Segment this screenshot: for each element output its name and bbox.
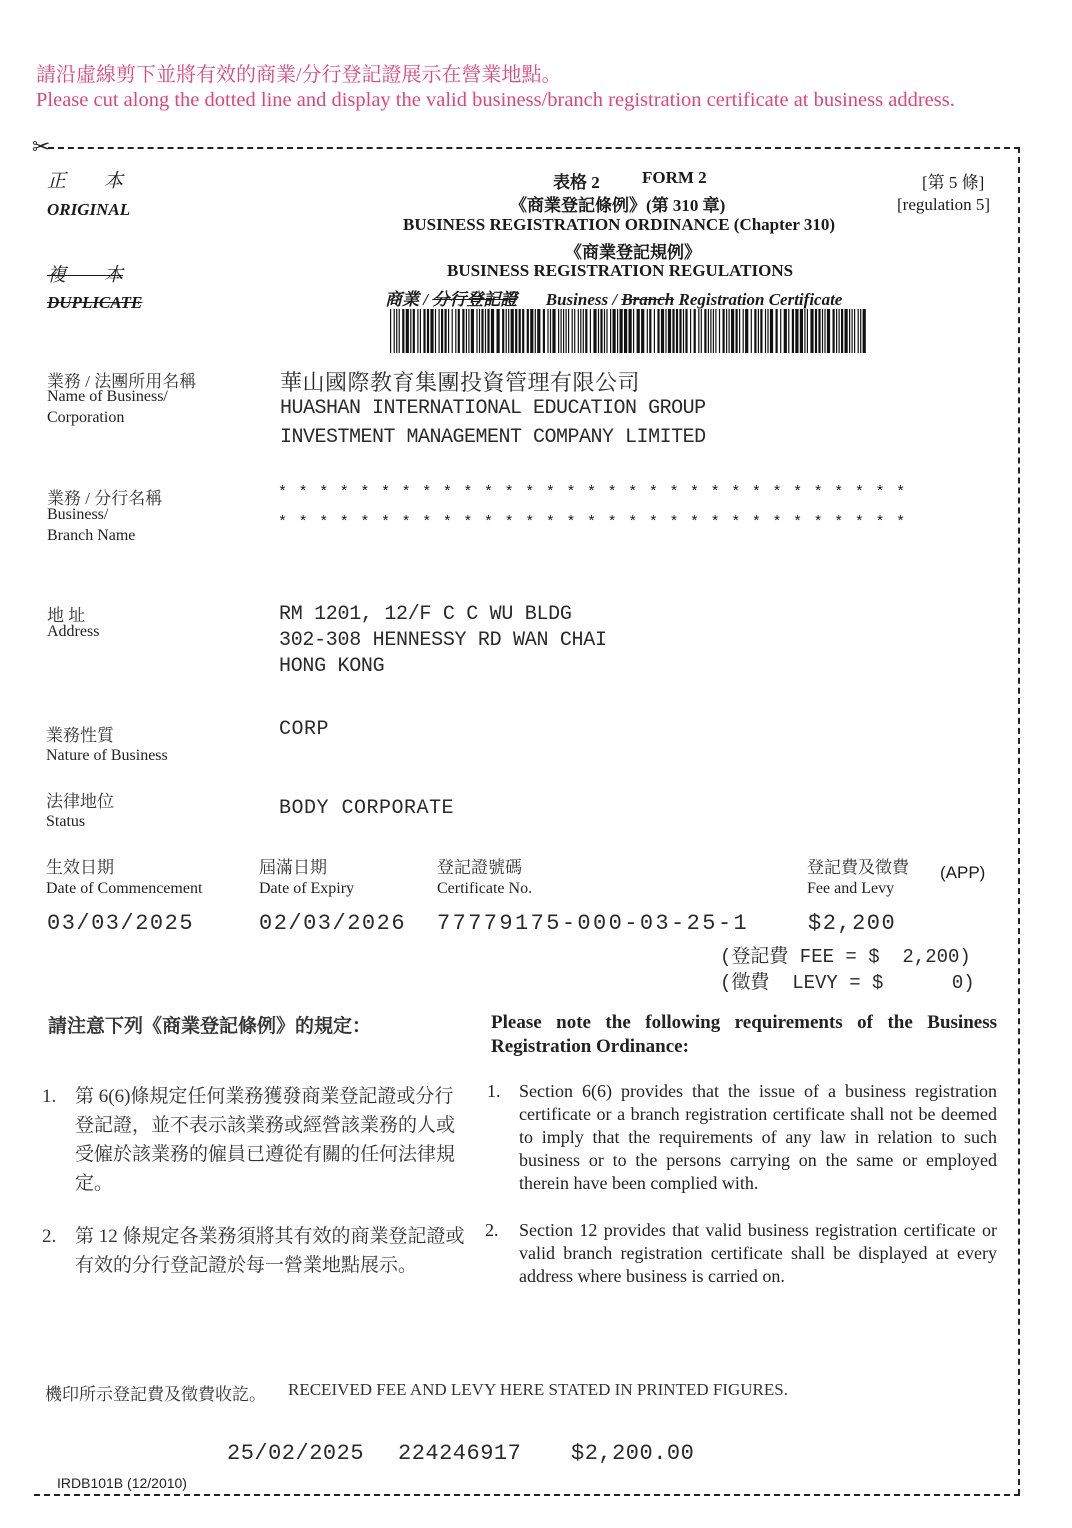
barcode-bar bbox=[649, 309, 651, 353]
barcode-bar bbox=[508, 309, 509, 353]
note-1-number: 1. bbox=[42, 1086, 57, 1107]
form-number-en: FORM 2 bbox=[642, 168, 707, 187]
barcode-bar bbox=[578, 309, 579, 353]
receipt-text-zh: 機印所示登記費及徵費收訖。 bbox=[45, 1385, 266, 1404]
barcode-bar bbox=[511, 309, 514, 353]
barcode-bar bbox=[502, 309, 504, 353]
barcode-bar bbox=[515, 309, 517, 353]
barcode-bar bbox=[776, 309, 778, 353]
duplicate-en: DUPLICATE bbox=[47, 293, 143, 312]
barcode-bar bbox=[841, 309, 843, 353]
barcode-bar bbox=[758, 309, 759, 353]
barcode-bar bbox=[657, 309, 659, 353]
barcode-bar bbox=[561, 309, 562, 353]
expiry-label-en: Date of Expiry bbox=[259, 880, 355, 897]
regulations-zh: 《商業登記規例》 bbox=[565, 243, 701, 262]
barcode-bar bbox=[593, 309, 596, 353]
barcode-bar bbox=[713, 309, 714, 353]
barcode-bar bbox=[849, 309, 850, 353]
form-number-zh: 表格 2 bbox=[553, 173, 600, 192]
ordinance-zh: 《商業登記條例》(第 310 章) bbox=[510, 196, 726, 215]
barcode-bar bbox=[624, 309, 627, 353]
receipt-amount: $2,200.00 bbox=[571, 1441, 695, 1466]
note-1-en: Section 6(6) provides that the issue of a business registration certificate or a branch registration certificate shall not be deemed to imply that the requirements of any law in relation to such business or to the persons carrying on the same or employed therein have been complied with. bbox=[519, 1081, 997, 1193]
barcode-bar bbox=[736, 309, 738, 353]
barcode-bar bbox=[572, 309, 573, 353]
barcode-bar bbox=[647, 309, 648, 353]
barcode-bar bbox=[550, 309, 551, 353]
barcode-bar bbox=[668, 309, 671, 353]
barcode-bar bbox=[506, 309, 507, 353]
barcode-bar bbox=[739, 309, 740, 353]
scissors-icon: ✂ bbox=[32, 134, 51, 159]
barcode-bar bbox=[547, 309, 548, 353]
barcode-bar bbox=[731, 309, 734, 353]
levy-breakdown: (徵費 LEVY = $ 0) bbox=[720, 972, 975, 994]
branch-label-zh: 業務 / 分行名稱 bbox=[47, 489, 163, 508]
barcode-bar bbox=[420, 309, 421, 353]
barcode-bar bbox=[715, 309, 716, 353]
barcode-bar bbox=[413, 309, 415, 353]
barcode-bar bbox=[476, 309, 477, 353]
barcode-bar bbox=[574, 309, 575, 353]
notes-title-zh: 請注意下列《商業登記條例》的規定： bbox=[48, 1016, 372, 1037]
barcode-bar bbox=[751, 309, 752, 353]
barcode-bar bbox=[580, 309, 581, 353]
status-label-zh: 法律地位 bbox=[46, 792, 114, 811]
note-2-en: Section 12 provides that valid business registration certificate or valid branch registration certificate shall be displayed at every address where business is carried on. bbox=[519, 1220, 997, 1286]
commence-label-zh: 生效日期 bbox=[46, 858, 114, 877]
barcode-bar bbox=[818, 309, 820, 353]
barcode-bar bbox=[543, 309, 545, 353]
barcode-bar bbox=[617, 309, 618, 353]
barcode-bar bbox=[558, 309, 559, 353]
note-2-number-en: 2. bbox=[485, 1220, 499, 1240]
fee-breakdown: (登記費 FEE = $ 2,200) bbox=[720, 946, 971, 968]
receipt-number: 224246917 bbox=[398, 1441, 522, 1466]
certno-label-zh: 登記證號碼 bbox=[437, 858, 522, 877]
barcode-bar bbox=[852, 309, 853, 353]
barcode-bar bbox=[458, 309, 460, 353]
duplicate-zh: 複 本 bbox=[47, 265, 124, 286]
barcode-bar bbox=[479, 309, 480, 353]
barcode-bar bbox=[522, 309, 524, 353]
barcode-bar bbox=[487, 309, 489, 353]
barcode-bar bbox=[729, 309, 730, 353]
certno-label-en: Certificate No. bbox=[437, 880, 533, 897]
nature-of-business: CORP bbox=[279, 718, 330, 741]
nature-label-en: Nature of Business bbox=[46, 747, 168, 764]
barcode-bar bbox=[780, 309, 781, 353]
barcode-bar bbox=[824, 309, 825, 353]
fee-label-en: Fee and Levy bbox=[807, 880, 895, 897]
barcode-bar bbox=[519, 309, 521, 353]
barcode-bar bbox=[406, 309, 409, 353]
dotted-cut-line-bottom bbox=[34, 1494, 1020, 1496]
barcode-bar bbox=[535, 309, 536, 353]
barcode-bar bbox=[784, 309, 787, 353]
cert-en-rest: Registration Certificate bbox=[678, 290, 843, 309]
original-zh: 正 本 bbox=[47, 171, 124, 192]
barcode-bar bbox=[455, 309, 456, 353]
barcode-bar bbox=[445, 309, 447, 353]
barcode-bar bbox=[620, 309, 623, 353]
barcode-bar bbox=[845, 309, 848, 353]
barcode-bar bbox=[491, 309, 494, 353]
barcode-bar bbox=[590, 309, 591, 353]
barcode-bar bbox=[641, 309, 644, 353]
barcode-bar bbox=[822, 309, 823, 353]
cut-instruction-en: Please cut along the dotted line and display the valid business/branch registration certificate at business address. bbox=[36, 89, 955, 111]
barcode-bar bbox=[585, 309, 587, 353]
name-label-zh: 業務 / 法團所用名稱 bbox=[47, 372, 197, 391]
barcode-bar bbox=[600, 309, 602, 353]
barcode-bar bbox=[466, 309, 467, 353]
address-line-3: HONG KONG bbox=[279, 655, 385, 678]
barcode-bar bbox=[468, 309, 469, 353]
barcode-bar bbox=[833, 309, 835, 353]
cert-zh-branch: 分行登記證 bbox=[432, 290, 518, 309]
barcode-bar bbox=[485, 309, 486, 353]
barcode-bar bbox=[767, 309, 768, 353]
business-name-en-1: HUASHAN INTERNATIONAL EDUCATION GROUP bbox=[280, 397, 706, 420]
address-label-zh: 地 址 bbox=[47, 606, 86, 625]
barcode-bar bbox=[435, 309, 436, 353]
branch-label-en-2: Branch Name bbox=[47, 527, 136, 544]
barcode-bar bbox=[629, 309, 632, 353]
business-name-en-2: INVESTMENT MANAGEMENT COMPANY LIMITED bbox=[280, 426, 706, 449]
barcode-bar bbox=[481, 309, 483, 353]
barcode-bar bbox=[679, 309, 681, 353]
barcode-bar bbox=[417, 309, 418, 353]
dotted-cut-line-top bbox=[48, 147, 1020, 149]
cert-en-business: Business / bbox=[545, 290, 618, 309]
barcode-bar bbox=[815, 309, 817, 353]
barcode-bar bbox=[530, 309, 533, 353]
nature-label-zh: 業務性質 bbox=[46, 726, 114, 745]
barcode-bar bbox=[827, 309, 830, 353]
legal-status: BODY CORPORATE bbox=[279, 797, 455, 820]
barcode-bar bbox=[765, 309, 766, 353]
fee-label-zh: 登記費及徵費 bbox=[807, 858, 909, 877]
name-label-en-2: Corporation bbox=[47, 409, 125, 426]
status-label-en: Status bbox=[46, 813, 86, 830]
barcode-bar bbox=[800, 309, 803, 353]
barcode-bar bbox=[665, 309, 666, 353]
barcode-bar bbox=[441, 309, 443, 353]
note-2-zh: 第 12 條規定各業務須將其有效的商業登記證或有效的分行登記證於每一營業地點展示。 bbox=[75, 1226, 465, 1276]
barcode-bar bbox=[537, 309, 540, 353]
certificate-number: 77779175-000-03-25-1 bbox=[437, 911, 750, 936]
barcode-bar bbox=[396, 309, 397, 353]
barcode-bar bbox=[583, 309, 584, 353]
barcode-bar bbox=[792, 309, 794, 353]
barcode-bar bbox=[606, 309, 607, 353]
barcode-bar bbox=[462, 309, 464, 353]
barcode-bar bbox=[807, 309, 808, 353]
barcode-bar bbox=[637, 309, 640, 353]
barcode-bar bbox=[527, 309, 529, 353]
barcode-bar bbox=[701, 309, 702, 353]
barcode-bar bbox=[719, 309, 720, 353]
regulation-ref-en: [regulation 5] bbox=[897, 195, 990, 214]
barcode-bar bbox=[795, 309, 798, 353]
branch-name-masked-1: * * * * * * * * * * * * * * * * * * * * * * * * * * * * * * * bbox=[278, 484, 907, 501]
fee-amount: $2,200 bbox=[808, 911, 897, 936]
barcode-bar bbox=[683, 309, 684, 353]
cert-zh-business: 商業 bbox=[385, 290, 419, 309]
barcode-bar bbox=[745, 309, 748, 353]
barcode-bar bbox=[427, 309, 429, 353]
barcode-bar bbox=[858, 309, 859, 353]
barcode-bar bbox=[598, 309, 599, 353]
barcode bbox=[390, 309, 870, 353]
barcode-bar bbox=[676, 309, 678, 353]
barcode-bar bbox=[704, 309, 706, 353]
branch-label-en-1: Business/ bbox=[47, 506, 109, 523]
dotted-cut-line-right bbox=[1018, 147, 1020, 1495]
barcode-bar bbox=[654, 309, 655, 353]
certificate-type-line bbox=[385, 285, 842, 310]
barcode-bar bbox=[566, 309, 567, 353]
barcode-bar bbox=[694, 309, 696, 353]
barcode-bar bbox=[610, 309, 611, 353]
address-line-2: 302-308 HENNESSY RD WAN CHAI bbox=[279, 629, 607, 652]
branch-name-masked-2: * * * * * * * * * * * * * * * * * * * * * * * * * * * * * * * bbox=[278, 514, 907, 531]
barcode-bar bbox=[698, 309, 699, 353]
receipt-date: 25/02/2025 bbox=[227, 1441, 365, 1466]
barcode-bar bbox=[497, 309, 500, 353]
form-code: IRDB101B (12/2010) bbox=[57, 1475, 187, 1491]
name-label-en-1: Name of Business/ bbox=[47, 388, 168, 405]
barcode-bar bbox=[810, 309, 813, 353]
barcode-bar bbox=[410, 309, 411, 353]
fee-app-tag: (APP) bbox=[940, 863, 986, 882]
barcode-bar bbox=[430, 309, 433, 353]
regulations-en: BUSINESS REGISTRATION REGULATIONS bbox=[447, 261, 794, 280]
cut-instruction-zh: 請沿虛線剪下並將有效的商業/分行登記證展示在營業地點。 bbox=[36, 64, 562, 86]
cert-zh-sep: / bbox=[423, 290, 428, 309]
barcode-bar bbox=[394, 309, 395, 353]
barcode-bar bbox=[836, 309, 837, 353]
note-1-number-en: 1. bbox=[487, 1081, 501, 1101]
barcode-bar bbox=[439, 309, 440, 353]
cert-en-branch: Branch bbox=[621, 290, 675, 309]
barcode-bar bbox=[690, 309, 691, 353]
barcode-bar bbox=[723, 309, 725, 353]
commence-date: 03/03/2025 bbox=[47, 911, 195, 936]
barcode-bar bbox=[788, 309, 789, 353]
barcode-bar bbox=[743, 309, 744, 353]
barcode-bar bbox=[448, 309, 449, 353]
commence-label-en: Date of Commencement bbox=[46, 880, 203, 897]
ordinance-en: BUSINESS REGISTRATION ORDINANCE (Chapter 310) bbox=[403, 215, 835, 234]
barcode-bar bbox=[552, 309, 555, 353]
barcode-bar bbox=[839, 309, 840, 353]
regulation-ref-zh: [第 5 條] bbox=[922, 173, 985, 192]
barcode-bar bbox=[563, 309, 564, 353]
barcode-bar bbox=[423, 309, 425, 353]
barcode-bar bbox=[399, 309, 400, 353]
original-en: ORIGINAL bbox=[47, 200, 131, 219]
address-line-1: RM 1201, 12/F C C WU BLDG bbox=[279, 603, 572, 626]
note-2-number: 2. bbox=[42, 1226, 57, 1247]
barcode-bar bbox=[613, 309, 616, 353]
barcode-bar bbox=[568, 309, 569, 353]
barcode-bar bbox=[661, 309, 664, 353]
barcode-bar bbox=[760, 309, 762, 353]
address-label-en: Address bbox=[47, 623, 100, 640]
receipt-text-en: RECEIVED FEE AND LEVY HERE STATED IN PRINTED FIGURES. bbox=[288, 1380, 788, 1399]
barcode-bar bbox=[754, 309, 756, 353]
barcode-bar bbox=[452, 309, 453, 353]
barcode-bar bbox=[633, 309, 634, 353]
barcode-bar bbox=[471, 309, 474, 353]
barcode-bar bbox=[854, 309, 855, 353]
barcode-bar bbox=[604, 309, 605, 353]
barcode-bar bbox=[710, 309, 711, 353]
barcode-bar bbox=[770, 309, 773, 353]
barcode-bar bbox=[672, 309, 674, 353]
barcode-bar bbox=[708, 309, 709, 353]
barcode-bar bbox=[860, 309, 861, 353]
barcode-bar bbox=[863, 309, 866, 353]
note-1-zh: 第 6(6)條規定任何業務獲發商業登記證或分行登記證，並不表示該業務或經營該業務的人或受僱於該業務的僱員已遵從有關的任何法律規定。 bbox=[75, 1086, 456, 1194]
barcode-bar bbox=[726, 309, 727, 353]
expiry-date: 02/03/2026 bbox=[259, 911, 407, 936]
notes-title-en: Please note the following requirements of the Business Registration Ordinance: bbox=[491, 1012, 997, 1057]
expiry-label-zh: 屆滿日期 bbox=[259, 858, 327, 877]
barcode-bar bbox=[804, 309, 805, 353]
barcode-bar bbox=[685, 309, 687, 353]
business-name-zh: 華山國際教育集團投資管理有限公司 bbox=[280, 370, 641, 395]
barcode-bar bbox=[390, 309, 391, 353]
barcode-bar bbox=[402, 309, 404, 353]
